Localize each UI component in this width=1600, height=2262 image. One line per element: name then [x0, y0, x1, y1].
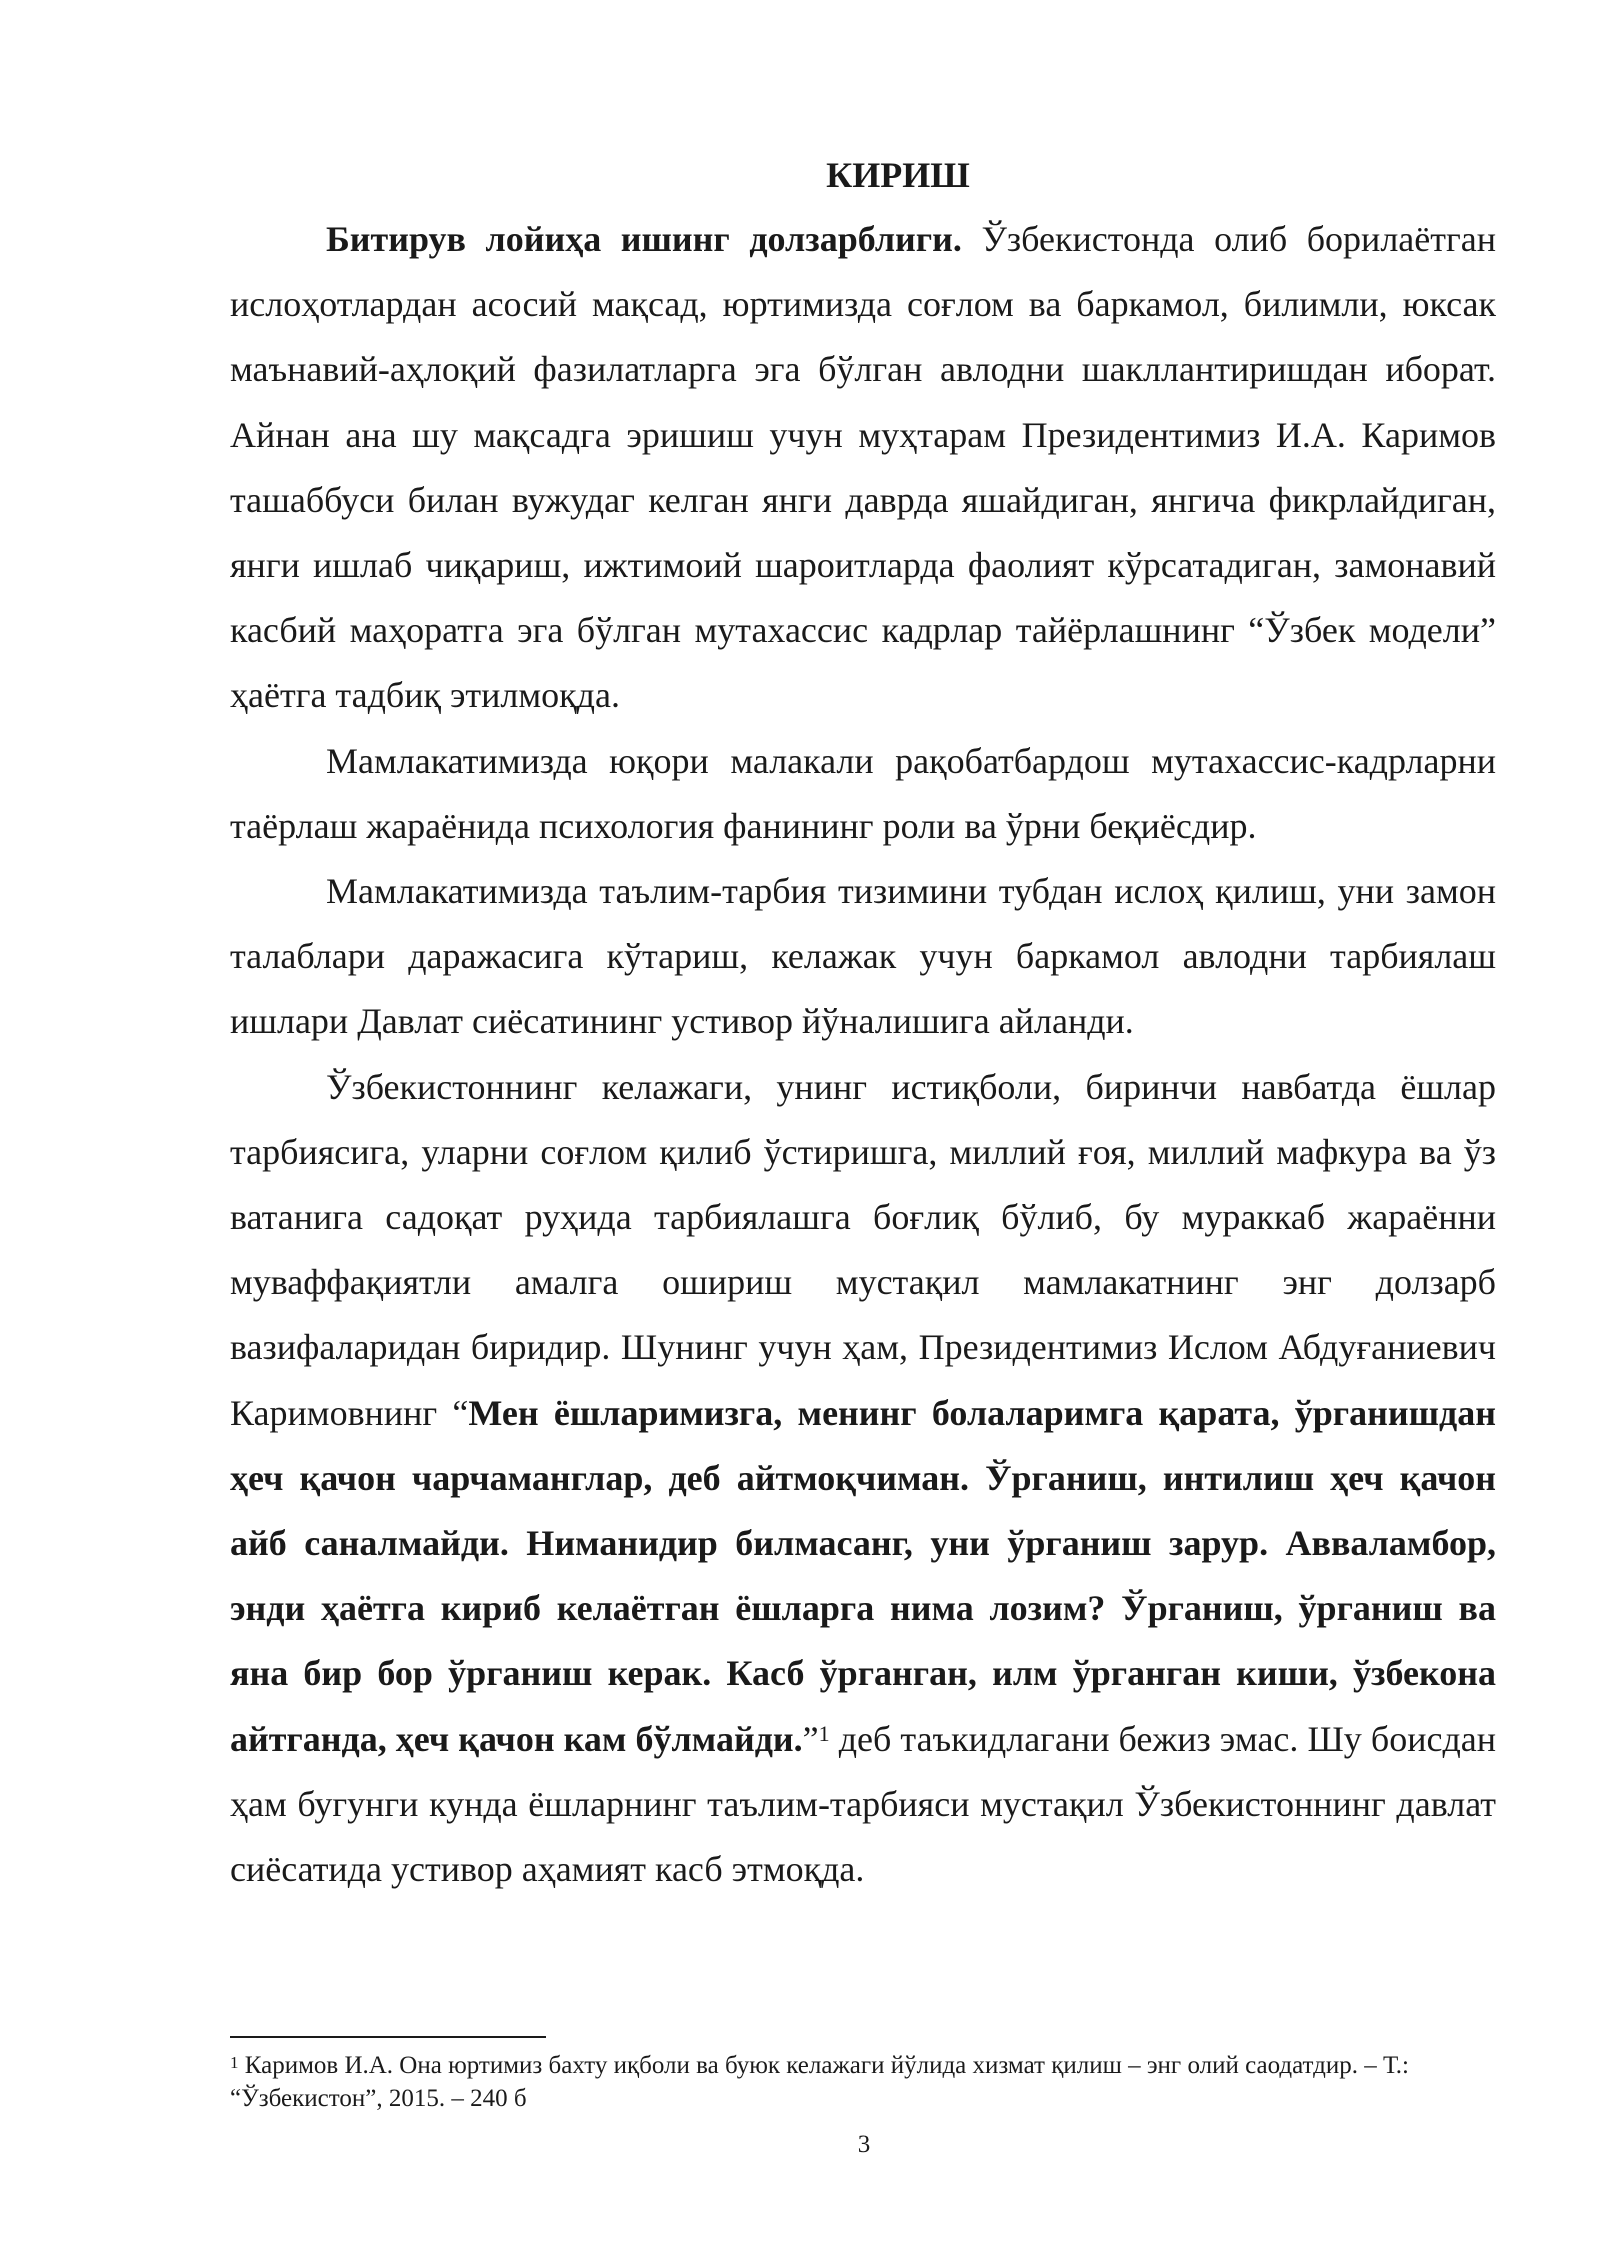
page-number: 3 — [857, 2131, 871, 2158]
paragraph-4-start: Ўзбекистоннинг келажаги, унинг истиқболи, биринчи навбатда ёшлар тарбиясига, уларни соғлом қилиб ўстиришга, миллий ғоя, миллий мафкура ва ўз ватанига садоқат руҳида тарбиялашга боғлиқ бўлиб, бу мураккаб жараённи муваффақиятли амалга ошириш мустақил мамлакатнинг энг долзарб вазифаларидан биридир. Шунинг учун ҳам, Президентимиз Ислом Абдуғаниевич Каримовнинг “ — [230, 1066, 1496, 1433]
footnote-mark: 1 — [230, 2053, 239, 2072]
paragraph-2: Мамлакатимизда юқори малакали рақобатбардош мутахассис-кадрларни таёрлаш жараёнида психология фанининг роли ва ўрни беқиёсдир. — [230, 740, 1496, 846]
paragraph-1-text: Ўзбекистонда олиб борилаётган ислоҳотлардан асосий мақсад, юртимизда соғлом ва баркамол, билимли, юксак маънавий-аҳлоқий фазилатларга эга бўлган авлодни шакллантиришдан иборат. Айнан ана шу мақсадга эришиш учун муҳтарам Президентимиз И.А. Каримов ташаббуси билан вужудаг келган янги даврда яшайдиган, янгича фикрлайдиган, янги ишлаб чиқариш, ижтимоий шароитларда фаолият кўрсатадиган, замонавий касбий маҳоратга эга бўлган мутахассис кадрлар тайёрлашнинг “Ўзбек модели” ҳаётга тадбиқ этилмоқда. — [230, 219, 1496, 716]
footnote-separator — [230, 2036, 546, 2038]
paragraph-3: Мамлакатимизда таълим-тарбия тизимини тубдан ислоҳ қилиш, уни замон талаблари даражасига кўтариш, келажак учун баркамол авлодни тарбиялаш ишлари Давлат сиёсатининг устивор йўналишига айланди. — [230, 871, 1496, 1042]
paragraph-4 — [230, 1055, 1496, 1903]
paragraph-1 — [230, 207, 1496, 729]
footnote-text: Каримов И.А. Она юртимиз бахту иқболи ва буюк келажаги йўлида хизмат қилиш – энг олий саодатдир. – Т.: “Ўзбекистон”, 2015. – 240 б — [230, 2052, 1409, 2112]
body-text — [230, 207, 1496, 1902]
section-heading: КИРИШ — [826, 155, 970, 195]
quote-bold: Мен ёшларимизга, менинг болаларимга қарата, ўрганишдан ҳеч қачон чарчаманглар, деб айтмоқчиман. Ўрганиш, интилиш ҳеч қачон айб саналмайди. Ниманидир билмасанг, уни ўрганиш зарур. Авваламбор, энди ҳаётга кириб келаётган ёшларга нима лозим? Ўрганиш, ўрганиш ва яна бир бор ўрганиш керак. Касб ўрганган, илм ўрганган киши, ўзбекона айтганда, ҳеч қачон кам бўлмайди. — [230, 1392, 1496, 1759]
paragraph-4-end: деб таъкидлагани бежиз эмас. Шу боисдан ҳам бугунги кунда ёшларнинг таълим-тарбияси мустақил Ўзбекистоннинг давлат сиёсатида устивор аҳамият касб этмоқда. — [230, 1718, 1497, 1890]
footnote-reference[interactable]: 1 — [818, 1720, 830, 1746]
footnote — [230, 2049, 1496, 2115]
quote-close-mark: ” — [802, 1718, 819, 1759]
paragraph-1-lead: Битирув лойиҳа ишинг долзарблиги. — [326, 219, 962, 259]
